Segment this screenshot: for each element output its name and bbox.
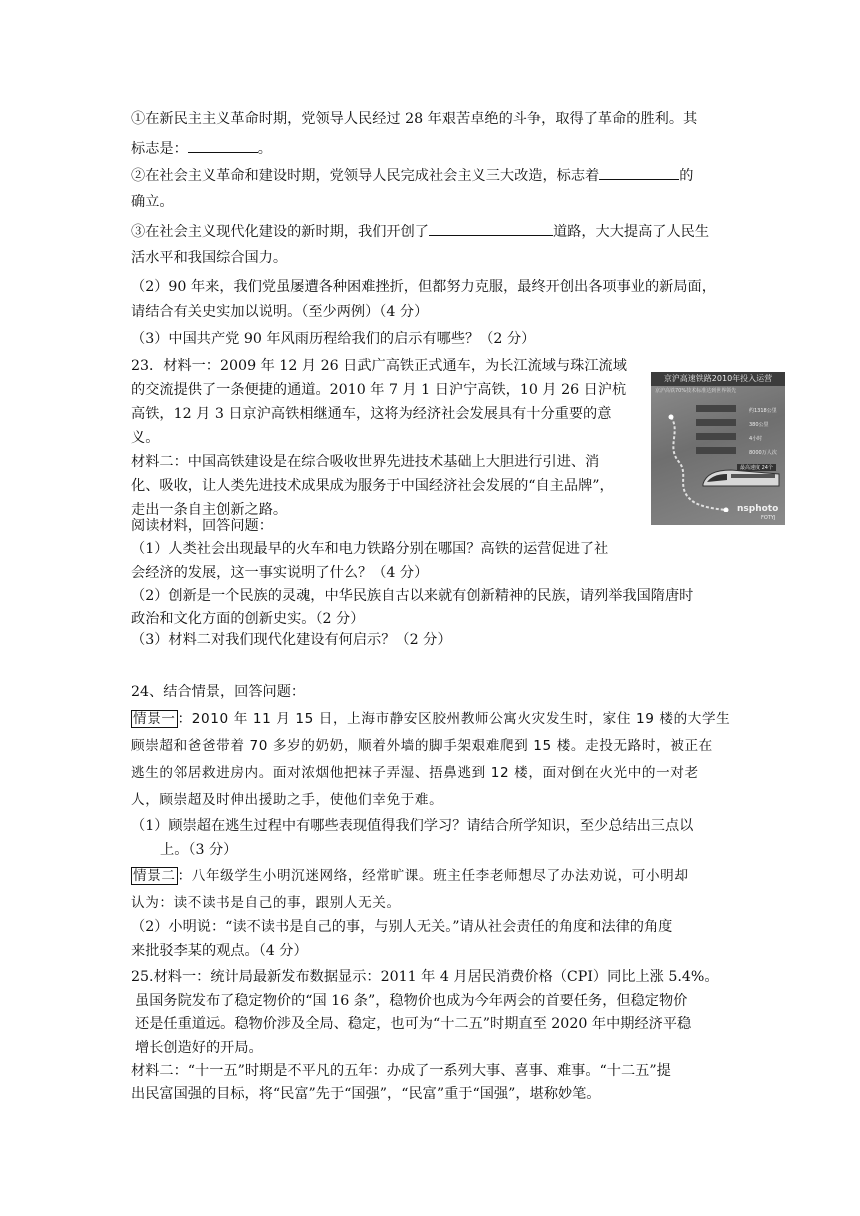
q25-line3: 还是任重道远。稳物价涉及全局、稳定，也可为“十二五”时期直至 2020 年中期经济平稳	[135, 1016, 692, 1032]
q25-line2: 虽国务院发布了稳定物价的“国 16 条”，稳物价也成为今年两会的首要任务，但稳定物价	[135, 993, 688, 1009]
answer-blank-2[interactable]	[599, 165, 679, 180]
poster-value: 最高速度 24个	[737, 464, 776, 471]
q22-part1-line2	[131, 138, 272, 159]
q23-line2: 的交流提供了一条便捷的通道。2010 年 7 月 1 日沪宁高铁，10 月 26 日沪杭	[131, 382, 627, 398]
q25-line4: 增长创造好的开局。	[135, 1040, 263, 1056]
q23-line1: 23．材料一：2009 年 12 月 26 日武广高铁正式通车，为长江流域与珠江流域	[131, 358, 627, 374]
q24-scenario1-line2: 顾崇超和爸爸带着 70 多岁的奶奶，顺着外墙的脚手架艰难爬到 15 楼。走投无路时，被正在	[131, 738, 713, 754]
poster-subtitle: 京沪高铁70%技术标准达到世界领先	[655, 388, 737, 394]
poster-label-box	[696, 405, 736, 412]
q22-part2-suffix: 的	[679, 168, 694, 184]
q24-scenario1-line4: 人，顾崇超及时伸出援助之手，使他们幸免于难。	[131, 792, 444, 808]
q23-line13: （3）材料二对我们现代化建设有何启示？（2 分）	[131, 632, 452, 648]
poster-watermark: nsphoto	[737, 504, 779, 514]
q24-scenario1-line3: 逃生的邻居救进房内。面对浓烟他把袜子弄湿、捂鼻逃到 12 楼，面对倒在火光中的一对老	[131, 765, 699, 781]
q22-part3-suffix: 道路，大大提高了人民生	[552, 224, 710, 240]
poster-value: 380公里	[749, 422, 769, 428]
q24-sub2-line2: 来批驳李某的观点。（4 分）	[131, 943, 308, 959]
q23-line6: 化、吸收，让人类先进技术成果成为服务于中国经济社会发展的“自主品牌”，	[131, 478, 614, 494]
q22-part3-prefix: ③在社会主义现代化建设的新时期，我们开创了	[131, 224, 429, 240]
q23-line8: 阅读材料，回答问题：	[131, 518, 273, 534]
q23-line7: 走出一条自主创新之路。	[131, 502, 288, 518]
q22-part3-line2: 活水平和我国综合国力。	[131, 250, 288, 266]
answer-blank-3[interactable]	[429, 221, 553, 236]
q25-line6: 出民富国强的目标，将“民富”先于“国强”，“民富”重于“国强”，堪称妙笔。	[131, 1086, 601, 1102]
q25-line5: 材料二：“十一五”时期是不平凡的五年：办成了一系列大事、喜事、难事。“十二五”提	[131, 1063, 671, 1079]
q23-line4: 义。	[131, 430, 160, 446]
q22-part2-line2: 确立。	[131, 194, 174, 210]
q22-part2-prefix: ②在社会主义革命和建设时期，党领导人民完成社会主义三大改造，标志着	[131, 168, 600, 184]
q24-scenario2-line1	[131, 866, 689, 886]
scenario1-label: 情景一	[133, 711, 176, 727]
q22-sub3: （3）中国共产党 90 年风雨历程给我们的启示有哪些？（2 分）	[131, 331, 536, 347]
q23-line3: 高铁，12 月 3 日京沪高铁相继通车，这将为经济社会发展具有十分重要的意	[131, 406, 612, 422]
poster-title: 京沪高速铁路2010年投入运营	[651, 372, 785, 386]
q22-sub2-line2: 请结合有关史实加以说明。（至少两例）（4 分）	[131, 304, 429, 320]
answer-blank-1[interactable]	[188, 138, 258, 153]
q22-part2-line1	[131, 165, 693, 186]
poster-value: 4小时	[749, 436, 763, 442]
scenario1-text: ：2010 年 11 月 15 日，上海市静安区胶州教师公寓火灾发生时，家住 19 楼的大学生	[177, 711, 731, 727]
q22-part1-suffix: 。	[257, 141, 272, 157]
q23-line10: 会经济的发展，这一事实说明了什么？（4 分）	[131, 565, 429, 581]
q24-heading: 24、结合情景，回答问题：	[131, 684, 306, 700]
route-map-icon	[661, 412, 731, 512]
scenario2-text: ：八年级学生小明沉迷网络，经常旷课。班主任李老师想尽了办法劝说，可小明却	[177, 868, 689, 884]
q23-line9: （1）人类社会出现最早的火车和电力铁路分别在哪国？高铁的运营促进了社	[131, 541, 609, 557]
q22-sub2-line1: （2）90 年来，我们党虽屡遭各种困难挫折，但都努力克服，最终开创出各项事业的新局面，	[131, 279, 716, 295]
q24-sub2-line1: （2）小明说：“读不读书是自己的事，与别人无关。”请从社会责任的角度和法律的角度	[131, 919, 673, 935]
beijing-shanghai-railway-poster-image	[651, 372, 785, 525]
q24-sub1-line1: （1）顾崇超在逃生过程中有哪些表现值得我们学习？请结合所学知识，至少总结出三点以	[131, 818, 694, 834]
poster-watermark-2: FOTYJ	[761, 515, 776, 521]
q24-sub1-line2: 上。（3 分）	[160, 842, 238, 858]
q22-part1-prefix: 标志是：	[131, 141, 188, 157]
high-speed-train-icon	[701, 464, 781, 490]
q25-line1: 25.材料一：统计局最新发布数据显示：2011 年 4 月居民消费价格（CPI）同比上涨 5.4%。	[131, 969, 719, 985]
scenario2-label: 情景二	[133, 868, 176, 884]
q24-scenario1-line1	[131, 709, 730, 729]
q24-scenario2-line2: 认为：读不读书是自己的事，跟别人无关。	[131, 895, 401, 911]
poster-value: 8000万人次	[749, 450, 777, 456]
q22-part3-line1	[131, 221, 709, 242]
poster-value: 约1318公里	[749, 408, 777, 414]
q23-line11: （2）创新是一个民族的灵魂，中华民族自古以来就有创新精神的民族，请列举我国隋唐时	[131, 588, 694, 604]
q23-line12: 政治和文化方面的创新史实。（2 分）	[131, 611, 365, 627]
q22-part1-line1: ①在新民主主义革命时期，党领导人民经过 28 年艰苦卓绝的斗争，取得了革命的胜利。其	[131, 111, 698, 127]
q23-line5: 材料二：中国高铁建设是在综合吸收世界先进技术基础上大胆进行引进、消	[131, 454, 600, 470]
